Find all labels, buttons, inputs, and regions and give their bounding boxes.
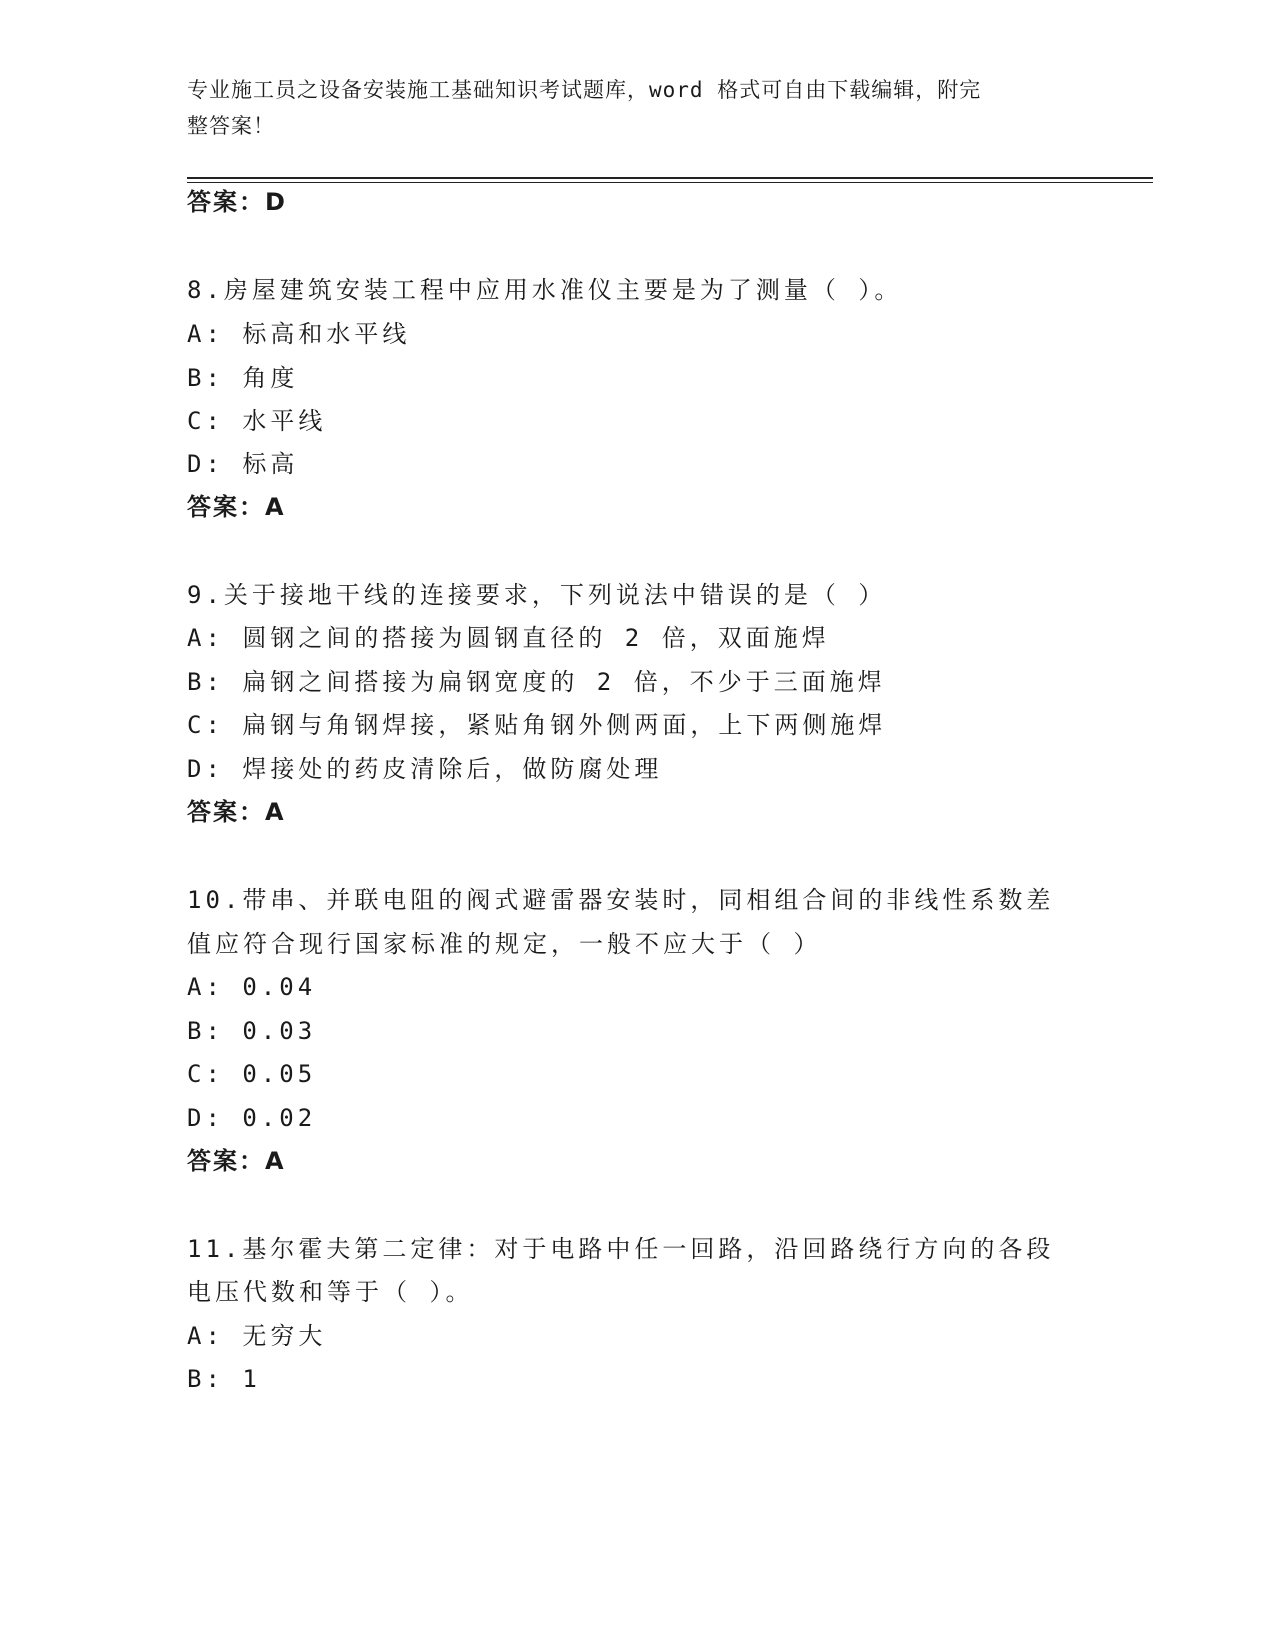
question-stem-line-2: 值应符合现行国家标准的规定，一般不应大于（ ） <box>187 930 822 958</box>
question-option: B: 0.03 <box>187 1017 317 1045</box>
question-option: C: 0.05 <box>187 1060 317 1088</box>
answer-label: 答案：A <box>187 1147 286 1175</box>
question-stem-line-1: 11.基尔霍夫第二定律：对于电路中任一回路，沿回路绕行方向的各段 <box>187 1235 1055 1263</box>
question-option: B: 1 <box>187 1365 261 1393</box>
question-option: B: 扁钢之间搭接为扁钢宽度的 2 倍，不少于三面施焊 <box>187 668 886 696</box>
question-option: D: 焊接处的药皮清除后，做防腐处理 <box>187 755 663 783</box>
document-header <box>187 72 1067 144</box>
header-divider <box>187 177 1153 179</box>
answer-label: 答案：A <box>187 798 286 826</box>
question-option: A: 0.04 <box>187 973 317 1001</box>
question-stem-line-1: 10.带串、并联电阻的阀式避雷器安装时，同相组合间的非线性系数差 <box>187 886 1055 914</box>
question-option: A: 无穷大 <box>187 1322 327 1350</box>
question-option: D: 0.02 <box>187 1104 317 1132</box>
question-option: D: 标高 <box>187 450 299 478</box>
question-stem-line-2: 电压代数和等于（ ）。 <box>187 1278 474 1306</box>
question-option: C: 扁钢与角钢焊接，紧贴角钢外侧两面，上下两侧施焊 <box>187 711 887 739</box>
question-option: B: 角度 <box>187 364 299 392</box>
question-option: C: 水平线 <box>187 407 327 435</box>
header-line-1: 专业施工员之设备安装施工基础知识考试题库，word 格式可自由下载编辑，附完 <box>187 78 982 102</box>
header-line-2: 整答案！ <box>187 114 275 138</box>
question-option: A: 标高和水平线 <box>187 320 411 348</box>
question-stem: 9.关于接地干线的连接要求，下列说法中错误的是（ ） <box>187 581 887 609</box>
header-divider-thin <box>187 182 1153 183</box>
answer-label: 答案：D <box>187 188 287 216</box>
answer-label: 答案：A <box>187 493 286 521</box>
question-stem: 8.房屋建筑安装工程中应用水准仪主要是为了测量（ ）。 <box>187 276 903 304</box>
question-option: A: 圆钢之间的搭接为圆钢直径的 2 倍，双面施焊 <box>187 624 830 652</box>
